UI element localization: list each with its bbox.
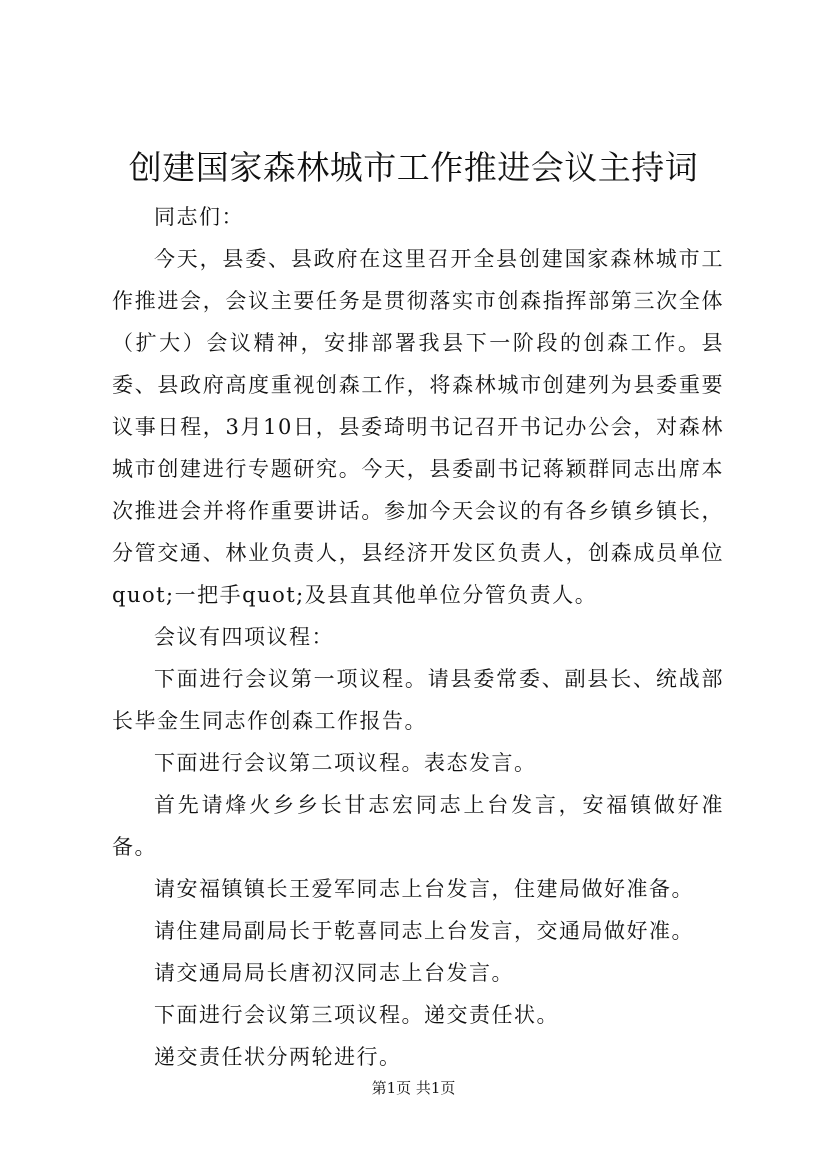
paragraph-speaker-2: 请安福镇镇长王爱军同志上台发言，住建局做好准备。 bbox=[154, 877, 694, 901]
page-footer: 第1页 共1页 bbox=[371, 1079, 456, 1097]
document-title: 创建国家森林城市工作推进会议主持词 bbox=[128, 148, 699, 187]
paragraph-speaker-4: 请交通局局长唐初汉同志上台发言。 bbox=[154, 961, 514, 985]
paragraph-intro: 今天，县委、县政府在这里召开全县创建国家森林城市工作推进会，会议主要任务是贯彻落实市创森指挥部第三次全体（扩大）会议精神，安排部署我县下一阶段的创森工作。县委、县政府高度重视创森工作，将森林城市创建列为县委重要议事日程，3月10日，县委琦明书记召开书记办公会，对森林城市创建进行专题研究。今天，县委副书记蒋颖群同志出席本次推进会并将作重要讲话。参加今天会议的有各乡镇乡镇长，分管交通、林业负责人，县经济开发区负责人，创森成员单位quot;一把手quot;及县直其他单位分管负责人。 bbox=[112, 247, 724, 607]
document-body bbox=[112, 196, 724, 1078]
paragraph-responsibility: 递交责任状分两轮进行。 bbox=[154, 1045, 402, 1069]
salutation: 同志们： bbox=[154, 205, 244, 229]
paragraph-agenda-2: 下面进行会议第二项议程。表态发言。 bbox=[154, 751, 537, 775]
paragraph-speaker-3: 请住建局副局长于乾喜同志上台发言，交通局做好准。 bbox=[154, 919, 694, 943]
paragraph-agenda-1: 下面进行会议第一项议程。请县委常委、副县长、统战部长毕金生同志作创森工作报告。 bbox=[112, 667, 724, 733]
paragraph-speaker-1: 首先请烽火乡乡长甘志宏同志上台发言，安福镇做好准备。 bbox=[112, 793, 724, 859]
paragraph-agenda-heading: 会议有四项议程： bbox=[154, 625, 334, 649]
paragraph-agenda-3: 下面进行会议第三项议程。递交责任状。 bbox=[154, 1003, 559, 1027]
